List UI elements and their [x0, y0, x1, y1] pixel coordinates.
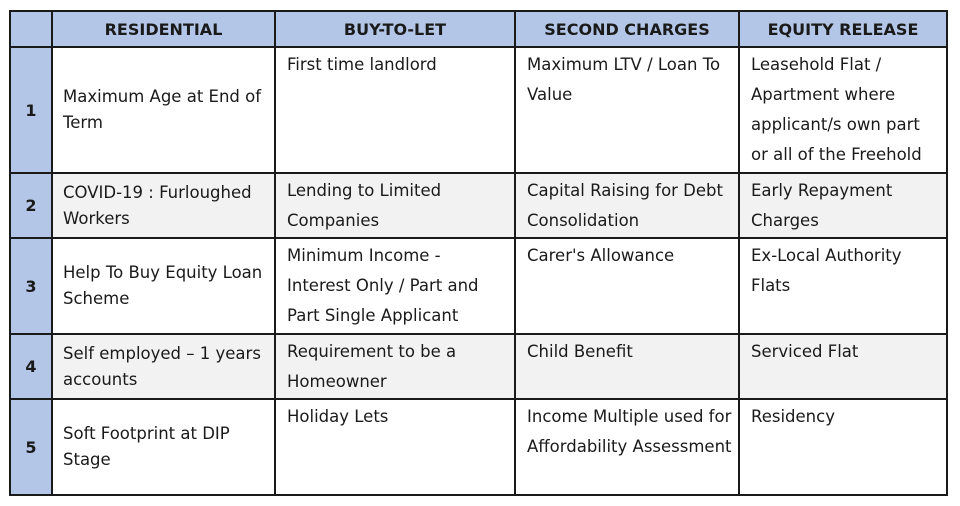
- second-charges-cell: Income Multiple used for Affordability Assessment: [515, 399, 739, 495]
- equity-release-cell: Leasehold Flat / Apartment where applicant/s own part or all of the Freehold: [739, 47, 947, 173]
- table-row: [10, 399, 947, 495]
- header-equity-release: EQUITY RELEASE: [739, 11, 947, 47]
- header-row: [10, 11, 947, 47]
- buy-to-let-cell: First time landlord: [275, 47, 515, 173]
- buy-to-let-cell: Requirement to be a Homeowner: [275, 334, 515, 399]
- second-charges-cell: Maximum LTV / Loan To Value: [515, 47, 739, 173]
- residential-cell: Self employed – 1 years accounts: [52, 334, 275, 399]
- equity-release-cell: Early Repayment Charges: [739, 173, 947, 238]
- row-number: 2: [10, 173, 52, 238]
- equity-release-cell: Ex-Local Authority Flats: [739, 238, 947, 334]
- equity-release-cell: Residency: [739, 399, 947, 495]
- row-number: 3: [10, 238, 52, 334]
- header-buy-to-let: BUY-TO-LET: [275, 11, 515, 47]
- second-charges-cell: Child Benefit: [515, 334, 739, 399]
- header-residential: RESIDENTIAL: [52, 11, 275, 47]
- buy-to-let-cell: Holiday Lets: [275, 399, 515, 495]
- equity-release-cell: Serviced Flat: [739, 334, 947, 399]
- table-row: [10, 47, 947, 173]
- row-number: 5: [10, 399, 52, 495]
- buy-to-let-cell: Lending to Limited Companies: [275, 173, 515, 238]
- table-row: [10, 238, 947, 334]
- table-row: [10, 334, 947, 399]
- table-row: [10, 173, 947, 238]
- second-charges-cell: Carer's Allowance: [515, 238, 739, 334]
- buy-to-let-cell: Minimum Income - Interest Only / Part and Part Single Applicant: [275, 238, 515, 334]
- row-number: 1: [10, 47, 52, 173]
- residential-cell: Soft Footprint at DIP Stage: [52, 399, 275, 495]
- residential-cell: Help To Buy Equity Loan Scheme: [52, 238, 275, 334]
- second-charges-cell: Capital Raising for Debt Consolidation: [515, 173, 739, 238]
- criteria-table: [9, 10, 948, 496]
- residential-cell: COVID-19 : Furloughed Workers: [52, 173, 275, 238]
- header-second-charges: SECOND CHARGES: [515, 11, 739, 47]
- residential-cell: Maximum Age at End of Term: [52, 47, 275, 173]
- criteria-table-container: [9, 10, 948, 496]
- row-number: 4: [10, 334, 52, 399]
- header-corner: [10, 11, 52, 47]
